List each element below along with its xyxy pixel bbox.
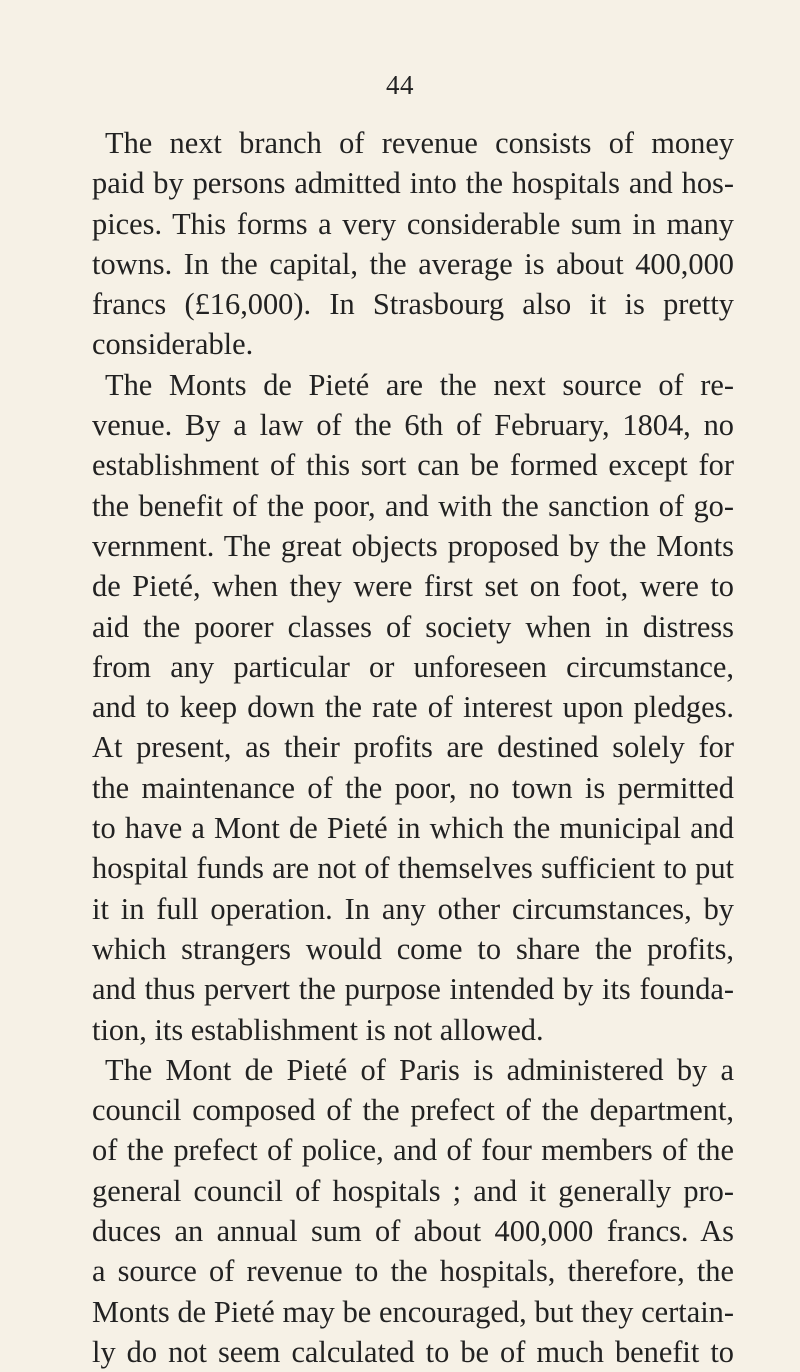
- page-number: 44: [386, 70, 414, 100]
- text-line: which strangers would come to share the profits,: [92, 931, 734, 966]
- text-line: The Mont de Pieté of Paris is administered by a: [105, 1052, 734, 1087]
- body-text: [92, 123, 734, 1372]
- text-line: venue. By a law of the 6th of February, 1804, no: [92, 408, 734, 443]
- text-line: Monts de Pieté may be encouraged, but they certain-: [92, 1294, 734, 1329]
- text-line: The next branch of revenue consists of money: [105, 126, 734, 160]
- text-line: pices. This forms a very considerable sum in many: [92, 206, 734, 241]
- text-line: de Pieté, when they were first set on foot, were to: [92, 569, 734, 604]
- text-line: it in full operation. In any other circumstances, by: [92, 891, 734, 926]
- text-line: considerable.: [92, 327, 254, 362]
- text-line: the maintenance of the poor, no town is permitted: [92, 770, 734, 805]
- text-line: hospital funds are not of themselves sufficient to put: [92, 851, 734, 886]
- text-line: general council of hospitals ; and it generally pro-: [92, 1173, 734, 1208]
- text-line: ly do not seem calculated to be of much benefit to: [92, 1334, 734, 1369]
- text-line: and to keep down the rate of interest upon pledges.: [92, 690, 734, 725]
- text-line: aid the poorer classes of society when in distress: [92, 609, 734, 644]
- text-line: to have a Mont de Pieté in which the municipal and: [92, 811, 734, 846]
- text-line: and thus pervert the purpose intended by its founda-: [92, 972, 734, 1007]
- text-line: paid by persons admitted into the hospitals and hos-: [92, 166, 734, 201]
- text-line: tion, its establishment is not allowed.: [92, 1012, 544, 1047]
- text-line: The Monts de Pieté are the next source of re-: [105, 367, 734, 402]
- text-line: a source of revenue to the hospitals, therefore, the: [92, 1254, 734, 1289]
- text-line: the benefit of the poor, and with the sanction of go-: [92, 488, 734, 523]
- text-line: of the prefect of police, and of four members of the: [92, 1133, 734, 1168]
- text-line: duces an annual sum of about 400,000 francs. As: [92, 1214, 734, 1249]
- text-line: francs (£16,000). In Strasbourg also it is pretty: [92, 287, 734, 322]
- text-line: council composed of the prefect of the department,: [92, 1093, 734, 1128]
- text-line: establishment of this sort can be formed except for: [92, 448, 734, 483]
- text-line: towns. In the capital, the average is about 400,000: [92, 246, 734, 281]
- text-line: At present, as their profits are destined solely for: [92, 730, 734, 765]
- text-line: from any particular or unforeseen circumstance,: [92, 649, 734, 684]
- text-line: vernment. The great objects proposed by the Monts: [92, 528, 734, 563]
